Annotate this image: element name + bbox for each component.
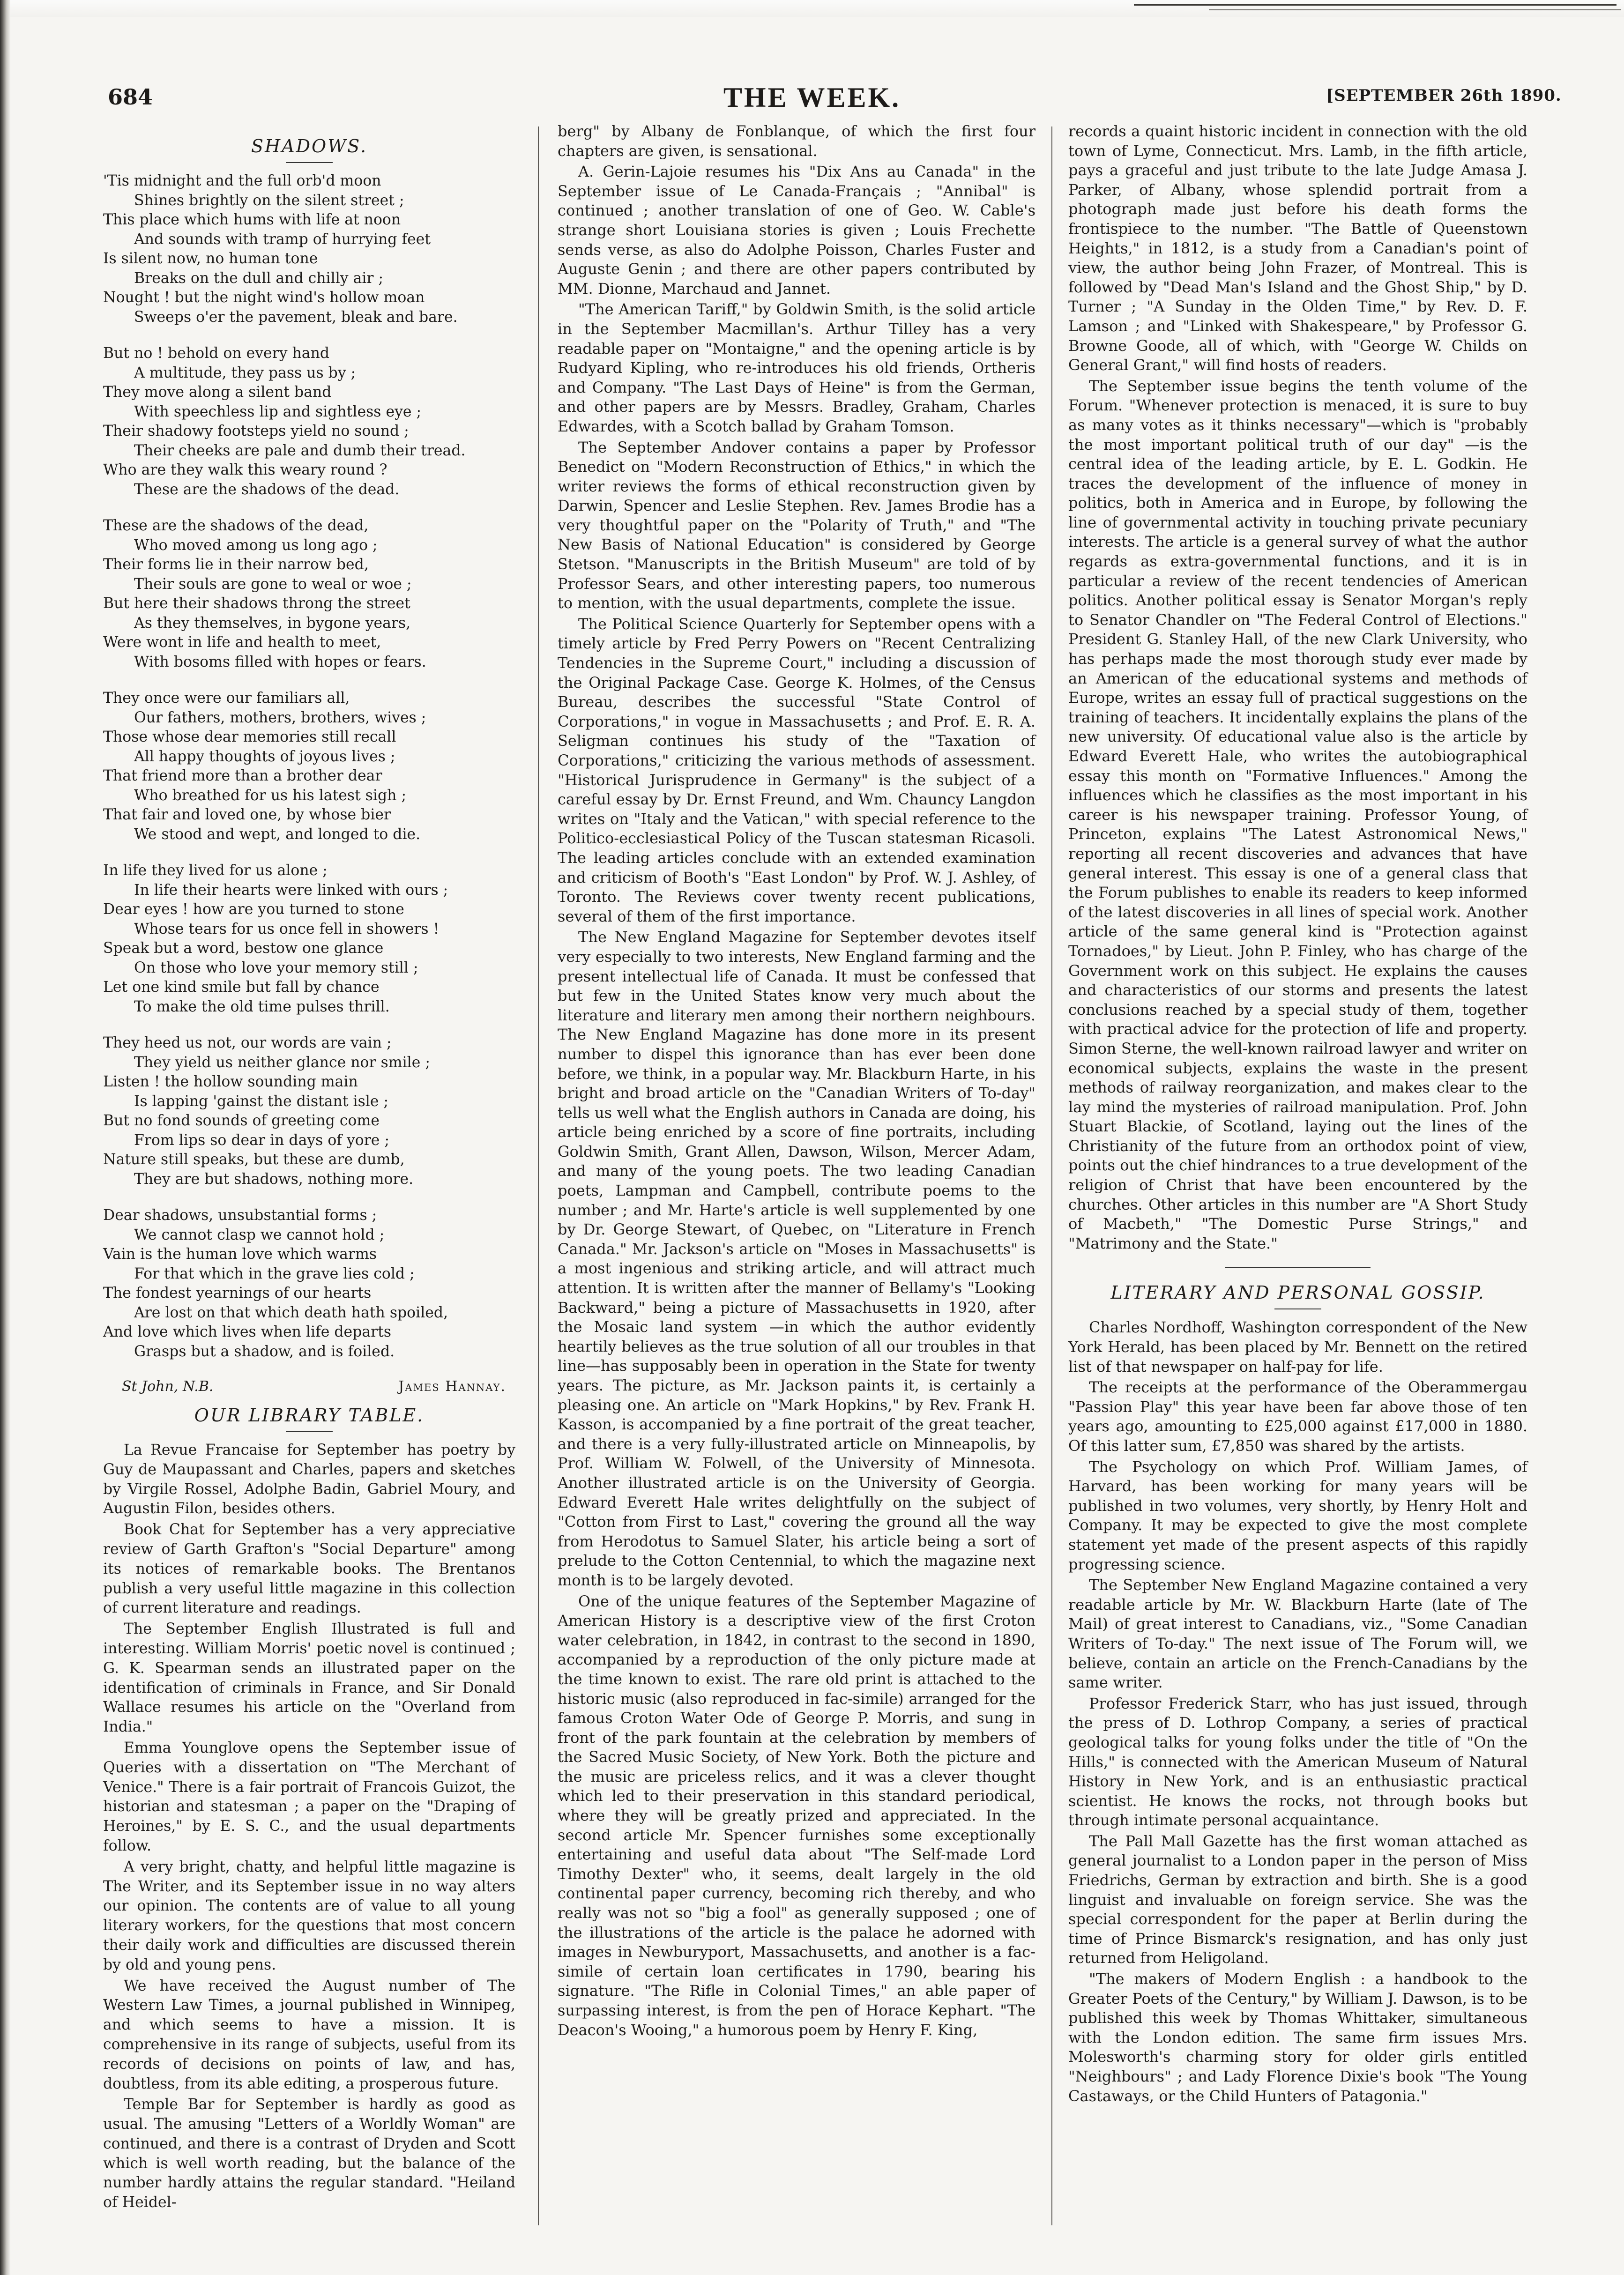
poem-stanza (103, 689, 515, 844)
review-paragraph: "The American Tariff," by Goldwin Smith, is the solid article in the September Macmillan's. Arthur Tilley has a very readable paper on "Montaigne," and the opening article is by Rudyard Kipling, who re-introduces his old friends, Ortheris and Company. "The Last Days of Heine" is from the German, and other papers are by Messrs. Bradley, Graham, Charles Edwardes, with a Scotch ballad by Graham Tomson. (558, 300, 1035, 435)
heading-rule (286, 162, 333, 163)
column-left (103, 122, 515, 2214)
poem-line: Speak but a word, bestow one glance (103, 940, 384, 957)
poem-line: Let one kind smile but fall by chance (103, 979, 380, 996)
poem-line: That friend more than a brother dear (103, 767, 382, 784)
poem-line: Who breathed for us his latest sigh ; (134, 787, 407, 804)
poem-line: Dear eyes ! how are you turned to stone (103, 901, 404, 918)
review-paragraph: records a quaint historic incident in connection with the old town of Lyme, Connecticut. Mrs. Lamb, in the fifth article, pays a graceful and just tribute to the late Judge Amasa J. Parker, of Albany, whose splendid portrait from a photograph made just before his death forms the frontispiece to the number. "The Battle of Queenstown Heights," in 1812, is a study from a Canadian's point of view, the author being John Frazer, of Montreal. This is followed by "Dead Man's Island and the Ghost Ship," by D. Turner ; "A Sunday in the Olden Time," by Rev. D. F. Lamson ; and "Linked with Shakespeare," by Professor G. Browne Goode, all of which, with "George W. Childs on General Grant," will find hosts of readers. (1068, 122, 1527, 374)
column-rule-left (538, 126, 539, 2225)
right-body (1068, 122, 1527, 1253)
poem-line: But no ! behold on every hand (103, 345, 330, 362)
review-paragraph: berg" by Albany de Fonblanque, of which the first four chapters are given, is sensational. (558, 122, 1035, 160)
poem-line: They move along a silent band (103, 384, 332, 401)
poem-line: In life they lived for us alone ; (103, 862, 328, 879)
page-header (0, 84, 1624, 117)
library-notice: La Revue Francaise for September has poetry by Guy de Maupassant and Charles, papers and sketches by Virgile Rossel, Adolphe Badin, Gabriel Moury, and Augustin Filon, besides others. (103, 1442, 515, 1517)
middle-body (558, 122, 1035, 2040)
poem-line: Who are they walk this weary round ? (103, 461, 387, 478)
poem-line: All happy thoughts of joyous lives ; (134, 748, 395, 765)
poem-line: Our fathers, mothers, brothers, wives ; (134, 709, 426, 726)
poem-line: Their forms lie in their narrow bed, (103, 556, 369, 573)
gossip-body (1068, 1318, 1527, 2106)
section-divider (1225, 1267, 1371, 1268)
library-notice: Book Chat for September has a very appreciative review of Garth Grafton's "Social Departure" among its notices of remarkable books. The Brentanos publish a very useful little magazine in this collection of current literature and readings. (103, 1521, 515, 1617)
gossip-heading: LITERARY AND PERSONAL GOSSIP. (1110, 1282, 1485, 1303)
library-notice: We have received the August number of The Western Law Times, a journal published in Winnipeg, and which seems to have a mission. It is comprehensive in its range of subjects, useful from its records of decisions on points of law, and has, doubtless, from its able editing, a prosperous future. (103, 1977, 515, 2092)
poem-line: The fondest yearnings of our hearts (103, 1285, 372, 1301)
poem-body (103, 171, 515, 1361)
poem-line: Grasps but a shadow, and is foiled. (134, 1343, 395, 1360)
poem-line: To make the old time pulses thrill. (134, 998, 390, 1015)
poem-line: Dear shadows, unsubstantial forms ; (103, 1207, 377, 1224)
poem-line: Their cheeks are pale and dumb their tread. (134, 442, 466, 459)
poem-line: And sounds with tramp of hurrying feet (134, 230, 431, 248)
review-paragraph: The September issue begins the tenth volume of the Forum. "Whenever protection is menaced, it is sure to buy as many votes as it thinks necessary"—which is "probably the most important political truth of our day" —is the central idea of the leading article, by E. L. Godkin. He traces the development of the influence of money in politics, both in America and in Europe, by following the line of governmental activity in touching private pecuniary interests. The article is a general survey of what the author regards as extra-governmental functions, and it is in particular a review of the recent tendencies of American politics. Another political essay is Senator Morgan's reply to Senator Chandler on "The Federal Control of Elections." President G. Stanley Hall, of the new Clark University, who has perhaps made the most thorough study ever made by an American of the educational systems and methods of Europe, writes an essay full of practical suggestions on the training of teachers. It incidentally explains the plans of the new university. Of educational value also is the article by Edward Everett Hale, who writes the autobiographical essay this month on "Formative Influences." Among the influences which he classifies as the most important in his career is his newspaper training. Professor Young, of Princeton, explains "The Latest Astronomical News," reporting all recent discoveries and advances that have general interest. This essay is one of a general class that the Forum publishes to enable its readers to keep informed of the latest discoveries in all lines of special work. Another article of the same general kind is "Protection against Tornadoes," by Lieut. John P. Finley, who has charge of the Government work on this subject. He explains the causes and characteristics of our storms and presents the latest conclusions reached by a special study of them, together with practical advice for the protection of life and property. Simon Sterne, the well-known railroad lawyer and writer on economical subjects, explains the waste in the present methods of railway reorganization, and makes clear to the lay mind the mysteries of railroad manipulation. Prof. John Stuart Blackie, of Scotland, laying out the lines of the Christianity of the future from an orthodox point of view, points out the chief hindrances to a true development of the religion of Christ that have been encountered by the churches. Other articles in this number are "A Short Study of Macbeth," "The Domestic Purse Strings," and "Matrimony and the State." (1068, 377, 1527, 1252)
poem-line: Those whose dear memories still recall (103, 729, 396, 745)
top-edge-rule (1134, 4, 1617, 6)
review-paragraph: The September Andover contains a paper by Professor Benedict on "Modern Reconstruction of Ethics," in which the writer reviews the forms of ethical reconstruction given by Darwin, Spencer and Leslie Stephen. Rev. James Brodie has a very thoughtful paper on the "Polarity of Truth," and "The New Basis of National Education" is considered by George Stetson. "Manuscripts in the British Museum" are told of by Professor Sears, and other interesting papers, too numerous to mention, with the usual departments, complete the issue. (558, 438, 1035, 612)
heading-rule (286, 1431, 333, 1432)
gossip-item: "The makers of Modern English : a handbook to the Greater Poets of the Century," by William J. Dawson, is to be published this week by Thomas Whittaker, simultaneous with the London edition. The same firm issues Mrs. Molesworth's charming story for older girls entitled "Neighbours" ; and Lady Florence Dixie's book "The Young Castaways, or the Child Hunters of Patagonia." (1068, 1970, 1527, 2105)
poem-line: This place which hums with life at noon (103, 211, 401, 228)
library-body (103, 1441, 515, 2213)
poem-line: For that which in the grave lies cold ; (134, 1265, 415, 1282)
poem-stanza (103, 171, 515, 327)
poem-stanza (103, 516, 515, 672)
library-notice: Emma Younglove opens the September issue of Queries with a dissertation on "The Merchant of Venice." There is a fair portrait of Francois Guizot, the historian and statesman ; a paper on the "Draping of Heroines," by E. S. C., and the usual departments follow. (103, 1739, 515, 1854)
poem-line: From lips so dear in days of yore ; (134, 1131, 390, 1149)
column-right (1068, 122, 1527, 2107)
poem-line: Their shadowy footsteps yield no sound ; (103, 423, 409, 439)
gossip-item: The receipts at the performance of the Oberammergau "Passion Play" this year have been far above those of ten years ago, amounting to £25,000 against £17,000 in 1880. Of this latter sum, £7,850 was shared by the artists. (1068, 1378, 1527, 1455)
poem-line: As they themselves, in bygone years, (134, 614, 411, 632)
poem-line: Were wont in life and health to meet, (103, 634, 381, 651)
publication-title: THE WEEK. (723, 82, 901, 113)
poem-line: In life their hearts were linked with ours ; (134, 881, 448, 899)
review-paragraph: One of the unique features of the September Magazine of American History is a descriptive view of the first Croton water celebration, in 1842, in contrast to the second in 1890, accompanied by a reproduction of the only picture made at the time known to exist. The rare old print is attached to the historic music (also reproduced in fac-simile) arranged for the famous Croton Water Ode of George P. Morris, and sung in front of the park fountain at the celebration by members of the Sacred Music Society, of New York. Both the picture and the music are priceless relics, and it was a clever thought which led to their preservation in this standard periodical, where they will be greatly prized and appreciated. In the second article Mr. Spencer furnishes some exceptionally entertaining and useful data about "The Self-made Lord Timothy Dexter" who, it seems, dealt largely in the old continental paper currency, becoming rich thereby, and who really was not so "big a fool" as generally supposed ; one of the illustrations of the article is the palace he adorned with images in Newburyport, Massachusetts, and another is a fac-simile of certain loan certificates in 1790, bearing his signature. "The Rifle in Colonial Times," an able paper of surpassing interest, is from the pen of Horace Kephart. "The Deacon's Wooing," a humorous poem by Henry F. King, (558, 1592, 1035, 2039)
poem-line: These are the shadows of the dead. (134, 481, 400, 498)
poem-line: Are lost on that which death hath spoiled, (134, 1304, 448, 1321)
poem-stanza (103, 344, 515, 499)
poem-line: We stood and wept, and longed to die. (134, 825, 421, 843)
poem-line: Nought ! but the night wind's hollow moan (103, 289, 425, 306)
review-paragraph: The New England Magazine for September devotes itself very especially to two interests, New England farming and the present intellectual life of Canada. It must be confessed that but few in the United States know very much about the literature and literary men among their northern neighbours. The New England Magazine has done more in its present number to dispel this ignorance than has ever been done before, we think, in a popular way. Mr. Blackburn Harte, in his bright and broad article on the "Canadian Writers of To-day" tells us well what the English authors in Canada are doing, his article being enriched by a score of fine portraits, including Goldwin Smith, Grant Allen, Dawson, Wilson, Mercer Adam, and many of the young poets. The two leading Canadian poets, Lampman and Campbell, contribute poems to the number ; and Mr. Harte's article is well supplemented by one by Dr. George Stewart, of Quebec, on "Literature in French Canada." Mr. Jackson's article on "Moses in Massachusetts" is a most ingenious and striking article, and will attract much attention. It is written after the manner of Bellamy's "Looking Backward," being a picture of Massachusetts in 1920, after the Mosaic land system —in which the author evidently heartily believes as the true solution of all our troubles in that line—has supposably been in operation in the State for twenty years. The picture, as Mr. Jackson paints it, is certainly a pleasing one. An article on "Mark Hopkins," by Rev. Frank H. Kasson, is accompanied by a fine portrait of the great teacher, and there is a very fully-illustrated article on Minneapolis, by Prof. William W. Folwell, of the University of Minnesota. Another illustrated article is on the University of Georgia. Edward Everett Hale writes delightfully on the subject of "Cotton from First to Last," covering the ground all the way from Herodotus to Samuel Slater, his article being a sort of prelude to the Cotton Centennial, to which the magazine next month is to be largely devoted. (558, 928, 1035, 1589)
poem-line: On those who love your memory still ; (134, 959, 418, 976)
poem-line: Listen ! the hollow sounding main (103, 1073, 358, 1090)
library-heading: OUR LIBRARY TABLE. (194, 1405, 425, 1426)
poem-line: That fair and loved one, by whose bier (103, 806, 391, 823)
poem-heading: SHADOWS. (251, 136, 368, 156)
poem-line: They heed us not, our words are vain ; (103, 1034, 392, 1051)
gossip-item: The September New England Magazine contained a very readable article by Mr. W. Blackburn Harte (late of The Mail) of great interest to Canadians, viz., "Some Canadian Writers of To-day." The next issue of The Forum will, we believe, contain an article on the French-Canadians by the same writer. (1068, 1576, 1527, 1692)
poem-line: 'Tis midnight and the full orb'd moon (103, 172, 381, 189)
poem-line: Who moved among us long ago ; (134, 536, 378, 554)
column-middle (558, 122, 1035, 2041)
gossip-item: The Psychology on which Prof. William James, of Harvard, has been working for many years will be published in two volumes, very shortly, by Henry Holt and Company. It may be expected to give the most complete statement yet made of the present aspects of this rapidly progressing science. (1068, 1457, 1527, 1573)
gossip-item: The Pall Mall Gazette has the first woman attached as general journalist to a London paper in the person of Miss Friedrichs, German by extraction and birth. She is a good linguist and invaluable on foreign service. She was the special correspondent for the paper at Berlin during the time of Prince Bismarck's resignation, and has only just returned from Heligoland. (1068, 1832, 1527, 1967)
review-paragraph: A. Gerin-Lajoie resumes his "Dix Ans au Canada" in the September issue of Le Canada-Français ; "Annibal" is continued ; another translation of one of Geo. W. Cable's strange short Louisiana stories is given ; Louis Frechette sends verse, as also do Adolphe Poisson, Charles Fuster and Auguste Genin ; and there are other papers contributed by MM. Dionne, Marchaud and Jannet. (558, 163, 1035, 297)
poem-line: Breaks on the dull and chilly air ; (134, 269, 384, 287)
poem-line: And love which lives when life departs (103, 1323, 392, 1340)
library-notice: Temple Bar for September is hardly as good as usual. The amusing "Letters of a Worldly Woman" are continued, and there is a contrast of Dryden and Scott which is well worth reading, but the balance of the number hardly attains the regular standard. "Heiland of Heidel- (103, 2096, 515, 2211)
poem-line: They are but shadows, nothing more. (134, 1170, 414, 1188)
issue-date: [SEPTEMBER 26th 1890. (1326, 86, 1562, 105)
page-number: 684 (108, 84, 153, 110)
poem-line: They once were our familiars all, (103, 690, 350, 706)
poem-line: These are the shadows of the dead, (103, 517, 369, 534)
poem-line: Is silent now, no human tone (103, 250, 318, 267)
poem-stanza (103, 1206, 515, 1361)
heading-rule (1274, 1308, 1321, 1309)
poem-line: Nature still speaks, but these are dumb, (103, 1151, 405, 1168)
poem-place: St John, N.B. (122, 1378, 214, 1395)
poem-signature (122, 1378, 506, 1395)
poem-line: With bosoms filled with hopes or fears. (134, 653, 426, 670)
top-edge-rule-thin (1209, 9, 1621, 10)
poem-author: James Hannay. (398, 1378, 506, 1395)
poem-line: Is lapping 'gainst the distant isle ; (134, 1093, 389, 1110)
gossip-item: Charles Nordhoff, Washington correspondent of the New York Herald, has been placed by Mr. Bennett on the retired list of that newspaper on half-pay for life. (1068, 1318, 1527, 1375)
poem-stanza (103, 861, 515, 1017)
page-binding-shadow (0, 0, 10, 2275)
poem-line: A multitude, they pass us by ; (134, 364, 356, 381)
review-paragraph: The Political Science Quarterly for September opens with a timely article by Fred Perry Powers on "Recent Centralizing Tendencies in the Supreme Court," including a discussion of the Original Package Case. George K. Holmes, of the Census Bureau, describes the successful "State Control of Corporations," in vogue in Massachusetts ; and Prof. E. R. A. Seligman continues his study of the "Taxation of Corporations," criticizing the various methods of assessment. "Historical Jurisprudence in Germany" is the subject of a careful essay by Dr. Ernst Freund, and Wm. Chauncy Langdon writes on "Italy and the Vatican," with special reference to the Politico-ecclesiastical Policy of the Tuscan statesman Ricasoli. The leading articles conclude with an extended examination and criticism of Booth's "East London" by Prof. W. J. Ashley, of Toronto. The Reviews cover twenty recent publications, several of them of the first importance. (558, 615, 1035, 925)
gossip-item: Professor Frederick Starr, who has just issued, through the press of D. Lothrop Company, a series of practical geological talks for young folks under the title of "On the Hills," is connected with the American Museum of Natural History in New York, and is an enthusiastic practical scientist. He knows the rocks, not through books but through intimate personal acquaintance. (1068, 1694, 1527, 1829)
poem-line: With speechless lip and sightless eye ; (134, 403, 422, 420)
poem-stanza (103, 1033, 515, 1189)
library-notice: A very bright, chatty, and helpful little magazine is The Writer, and its September issue in no way alters our opinion. The contents are of value to all young literary workers, for the questions that most concern their daily work and difficulties are discussed therein by old and young pens. (103, 1858, 515, 1973)
poem-line: Whose tears for us once fell in showers ! (134, 920, 440, 937)
poem-line: Their souls are gone to weal or woe ; (134, 575, 412, 593)
top-edge-band (0, 0, 1624, 17)
poem-line: Shines brightly on the silent street ; (134, 192, 404, 209)
poem-line: Vain is the human love which warms (103, 1246, 377, 1263)
poem-line: But no fond sounds of greeting come (103, 1112, 380, 1129)
poem-line: Sweeps o'er the pavement, bleak and bare. (134, 308, 458, 326)
poem-line: They yield us neither glance nor smile ; (134, 1054, 431, 1071)
poem-line: We cannot clasp we cannot hold ; (134, 1226, 385, 1243)
poem-line: But here their shadows throng the street (103, 595, 410, 612)
library-notice: The September English Illustrated is full and interesting. William Morris' poetic novel is continued ; G. K. Spearman sends an illustrated paper on the identification of criminals in France, and Sir Donald Wallace resumes his article on the "Overland from India." (103, 1621, 515, 1736)
column-rule-right (1051, 126, 1052, 2225)
